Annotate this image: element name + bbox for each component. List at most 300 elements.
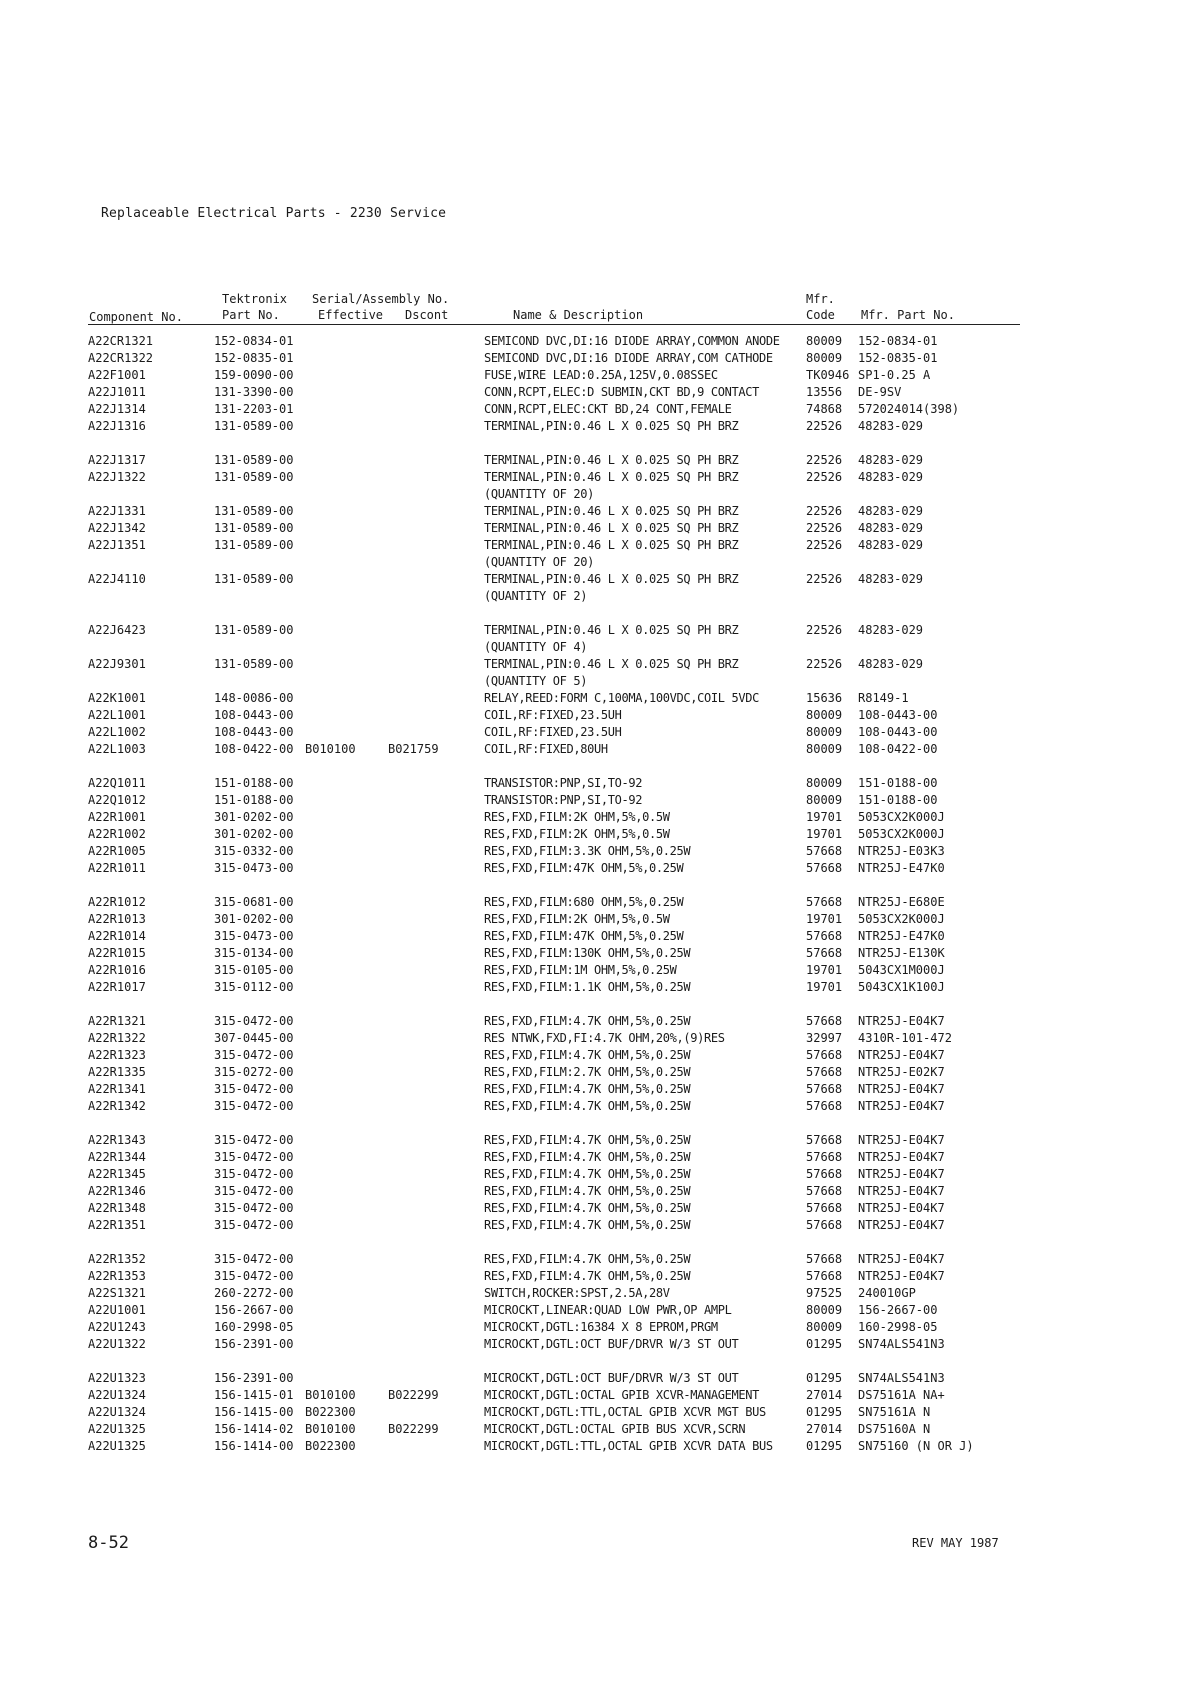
table-row (0, 1320, 1190, 1337)
table-row (0, 895, 1190, 912)
mfr-part-no: 48283-029 (858, 419, 924, 433)
table-row (0, 351, 1190, 368)
component-no: A22U1324 (88, 1405, 146, 1419)
description: RES,FXD,FILM:4.7K OHM,5%,0.25W (484, 1099, 691, 1113)
mfr-part-no: 151-0188-00 (858, 776, 938, 790)
description: RES,FXD,FILM:130K OHM,5%,0.25W (484, 946, 691, 960)
mfr-part-no: 48283-029 (858, 521, 924, 535)
table-row (0, 1082, 1190, 1099)
table-row (0, 861, 1190, 878)
component-no: A22U1243 (88, 1320, 146, 1334)
description: RELAY,REED:FORM C,100MA,100VDC,COIL 5VDC (484, 691, 759, 705)
serial-dscont: B021759 (388, 742, 439, 756)
table-row (0, 674, 1190, 691)
mfr-code: 22526 (806, 470, 843, 484)
table-row (0, 946, 1190, 963)
description: (QUANTITY OF 5) (484, 674, 588, 688)
part-no: 148-0086-00 (214, 691, 294, 705)
header-part-no: Part No. (222, 308, 280, 322)
component-no: A22R1344 (88, 1150, 146, 1164)
mfr-part-no: NTR25J-E04K7 (858, 1167, 945, 1181)
part-no: 315-0472-00 (214, 1014, 294, 1028)
mfr-part-no: NTR25J-E680E (858, 895, 945, 909)
mfr-code: 57668 (806, 1184, 843, 1198)
description: COIL,RF:FIXED,23.5UH (484, 725, 622, 739)
component-no: A22R1346 (88, 1184, 146, 1198)
mfr-part-no: NTR25J-E04K7 (858, 1014, 945, 1028)
description: MICROCKT,DGTL:OCT BUF/DRVR W/3 ST OUT (484, 1371, 739, 1385)
component-no: A22L1002 (88, 725, 146, 739)
header-mfr: Mfr. (806, 292, 835, 306)
part-no: 131-0589-00 (214, 521, 294, 535)
table-row (0, 1014, 1190, 1031)
mfr-part-no: 48283-029 (858, 538, 924, 552)
table-row (0, 1184, 1190, 1201)
description: TERMINAL,PIN:0.46 L X 0.025 SQ PH BRZ (484, 521, 739, 535)
header-component-no: Component No. (89, 310, 183, 324)
part-no: 315-0472-00 (214, 1048, 294, 1062)
mfr-code: 80009 (806, 725, 843, 739)
mfr-part-no: SN74ALS541N3 (858, 1337, 945, 1351)
mfr-part-no: NTR25J-E47K0 (858, 861, 945, 875)
component-no: A22J1351 (88, 538, 146, 552)
header-dscont: Dscont (405, 308, 449, 322)
mfr-part-no: NTR25J-E04K7 (858, 1184, 945, 1198)
component-no: A22R1322 (88, 1031, 146, 1045)
part-no: 108-0443-00 (214, 708, 294, 722)
mfr-code: 80009 (806, 793, 843, 807)
mfr-code: 57668 (806, 929, 843, 943)
mfr-part-no: NTR25J-E04K7 (858, 1082, 945, 1096)
mfr-code: 01295 (806, 1337, 843, 1351)
description: (QUANTITY OF 4) (484, 640, 588, 654)
mfr-code: 80009 (806, 1320, 843, 1334)
component-no: A22R1017 (88, 980, 146, 994)
table-row (0, 725, 1190, 742)
description: TERMINAL,PIN:0.46 L X 0.025 SQ PH BRZ (484, 470, 739, 484)
part-no: 156-1414-02 (214, 1422, 294, 1436)
table-row (0, 453, 1190, 470)
description: COIL,RF:FIXED,23.5UH (484, 708, 622, 722)
description: TERMINAL,PIN:0.46 L X 0.025 SQ PH BRZ (484, 538, 739, 552)
mfr-part-no: 160-2998-05 (858, 1320, 938, 1334)
serial-effective: B010100 (305, 1422, 356, 1436)
table-row (0, 589, 1190, 606)
mfr-code: 80009 (806, 776, 843, 790)
header-serial-assembly: Serial/Assembly No. (312, 292, 450, 306)
part-no: 160-2998-05 (214, 1320, 294, 1334)
table-row (0, 402, 1190, 419)
description: RES,FXD,FILM:4.7K OHM,5%,0.25W (484, 1201, 691, 1215)
mfr-part-no: 48283-029 (858, 572, 924, 586)
table-row (0, 912, 1190, 929)
mfr-code: 57668 (806, 1099, 843, 1113)
table-row (0, 1133, 1190, 1150)
table-row (0, 810, 1190, 827)
description: RES,FXD,FILM:3.3K OHM,5%,0.25W (484, 844, 691, 858)
mfr-code: 19701 (806, 827, 843, 841)
mfr-code: 01295 (806, 1439, 843, 1453)
part-no: 151-0188-00 (214, 793, 294, 807)
part-no: 108-0422-00 (214, 742, 294, 756)
mfr-code: 57668 (806, 1014, 843, 1028)
part-no: 315-0472-00 (214, 1167, 294, 1181)
table-row (0, 1252, 1190, 1269)
table-row (0, 657, 1190, 674)
table-row (0, 368, 1190, 385)
description: RES,FXD,FILM:4.7K OHM,5%,0.25W (484, 1167, 691, 1181)
mfr-code: 57668 (806, 861, 843, 875)
table-row (0, 555, 1190, 572)
table-row (0, 827, 1190, 844)
component-no: A22J1317 (88, 453, 146, 467)
mfr-part-no: 108-0443-00 (858, 725, 938, 739)
component-no: A22R1013 (88, 912, 146, 926)
mfr-part-no: 48283-029 (858, 470, 924, 484)
mfr-code: 57668 (806, 1252, 843, 1266)
mfr-part-no: 156-2667-00 (858, 1303, 938, 1317)
mfr-code: 32997 (806, 1031, 843, 1045)
description: TERMINAL,PIN:0.46 L X 0.025 SQ PH BRZ (484, 657, 739, 671)
mfr-part-no: DE-9SV (858, 385, 902, 399)
table-row (0, 1388, 1190, 1405)
description: TERMINAL,PIN:0.46 L X 0.025 SQ PH BRZ (484, 504, 739, 518)
description: TERMINAL,PIN:0.46 L X 0.025 SQ PH BRZ (484, 623, 739, 637)
mfr-part-no: NTR25J-E04K7 (858, 1218, 945, 1232)
description: SEMICOND DVC,DI:16 DIODE ARRAY,COMMON ANODE (484, 334, 780, 348)
mfr-part-no: NTR25J-E47K0 (858, 929, 945, 943)
component-no: A22R1341 (88, 1082, 146, 1096)
component-no: A22R1348 (88, 1201, 146, 1215)
description: RES,FXD,FILM:2.7K OHM,5%,0.25W (484, 1065, 691, 1079)
part-no: 301-0202-00 (214, 827, 294, 841)
component-no: A22L1003 (88, 742, 146, 756)
part-no: 131-3390-00 (214, 385, 294, 399)
mfr-code: 57668 (806, 1218, 843, 1232)
mfr-part-no: 5043CX1M000J (858, 963, 945, 977)
component-no: A22Q1011 (88, 776, 146, 790)
table-row (0, 1303, 1190, 1320)
table-row (0, 708, 1190, 725)
mfr-code: 19701 (806, 810, 843, 824)
part-no: 301-0202-00 (214, 810, 294, 824)
mfr-code: 22526 (806, 521, 843, 535)
header-mfr-part-no: Mfr. Part No. (861, 308, 955, 322)
description: TRANSISTOR:PNP,SI,TO-92 (484, 793, 643, 807)
mfr-code: 27014 (806, 1422, 843, 1436)
description: TERMINAL,PIN:0.46 L X 0.025 SQ PH BRZ (484, 453, 739, 467)
serial-dscont: B022299 (388, 1388, 439, 1402)
mfr-part-no: 4310R-101-472 (858, 1031, 952, 1045)
description: MICROCKT,DGTL:OCTAL GPIB XCVR-MANAGEMENT (484, 1388, 759, 1402)
description: RES,FXD,FILM:4.7K OHM,5%,0.25W (484, 1184, 691, 1198)
description: (QUANTITY OF 20) (484, 555, 594, 569)
mfr-code: 01295 (806, 1405, 843, 1419)
component-no: A22R1323 (88, 1048, 146, 1062)
component-no: A22J1011 (88, 385, 146, 399)
component-no: A22F1001 (88, 368, 146, 382)
description: (QUANTITY OF 20) (484, 487, 594, 501)
part-no: 131-0589-00 (214, 504, 294, 518)
mfr-code: 57668 (806, 1065, 843, 1079)
table-row (0, 1422, 1190, 1439)
mfr-part-no: 108-0422-00 (858, 742, 938, 756)
part-no: 315-0472-00 (214, 1269, 294, 1283)
description: CONN,RCPT,ELEC:D SUBMIN,CKT BD,9 CONTACT (484, 385, 759, 399)
mfr-code: 15636 (806, 691, 843, 705)
mfr-code: 57668 (806, 1082, 843, 1096)
table-row (0, 385, 1190, 402)
component-no: A22U1322 (88, 1337, 146, 1351)
table-row (0, 1286, 1190, 1303)
component-no: A22R1002 (88, 827, 146, 841)
part-no: 315-0134-00 (214, 946, 294, 960)
revision-date: REV MAY 1987 (912, 1536, 999, 1550)
mfr-code: 80009 (806, 708, 843, 722)
mfr-code: 22526 (806, 538, 843, 552)
component-no: A22CR1322 (88, 351, 154, 365)
table-row (0, 1337, 1190, 1354)
description: RES,FXD,FILM:2K OHM,5%,0.5W (484, 810, 670, 824)
component-no: A22R1335 (88, 1065, 146, 1079)
header-effective: Effective (318, 308, 384, 322)
description: TERMINAL,PIN:0.46 L X 0.025 SQ PH BRZ (484, 419, 739, 433)
mfr-code: 22526 (806, 453, 843, 467)
part-no: 260-2272-00 (214, 1286, 294, 1300)
mfr-part-no: DS75161A NA+ (858, 1388, 945, 1402)
description: SEMICOND DVC,DI:16 DIODE ARRAY,COM CATHODE (484, 351, 773, 365)
component-no: A22J9301 (88, 657, 146, 671)
component-no: A22R1353 (88, 1269, 146, 1283)
table-row (0, 640, 1190, 657)
component-no: A22R1345 (88, 1167, 146, 1181)
component-no: A22R1001 (88, 810, 146, 824)
mfr-code: 57668 (806, 1150, 843, 1164)
part-no: 156-1415-01 (214, 1388, 294, 1402)
part-no: 315-0473-00 (214, 861, 294, 875)
mfr-code: 57668 (806, 1201, 843, 1215)
mfr-code: 19701 (806, 980, 843, 994)
part-no: 131-0589-00 (214, 538, 294, 552)
table-row (0, 470, 1190, 487)
header-code: Code (806, 308, 835, 322)
part-no: 315-0681-00 (214, 895, 294, 909)
part-no: 315-0473-00 (214, 929, 294, 943)
part-no: 131-0589-00 (214, 419, 294, 433)
mfr-code: 74868 (806, 402, 843, 416)
part-no: 156-1414-00 (214, 1439, 294, 1453)
part-no: 156-2391-00 (214, 1337, 294, 1351)
part-no: 131-0589-00 (214, 453, 294, 467)
table-row (0, 793, 1190, 810)
component-no: A22R1352 (88, 1252, 146, 1266)
mfr-code: 57668 (806, 895, 843, 909)
description: RES,FXD,FILM:4.7K OHM,5%,0.25W (484, 1014, 691, 1028)
serial-effective: B022300 (305, 1405, 356, 1419)
table-row (0, 1099, 1190, 1116)
component-no: A22J6423 (88, 623, 146, 637)
component-no: A22R1011 (88, 861, 146, 875)
component-no: A22Q1012 (88, 793, 146, 807)
part-no: 156-1415-00 (214, 1405, 294, 1419)
table-row (0, 742, 1190, 759)
component-no: A22L1001 (88, 708, 146, 722)
part-no: 315-0472-00 (214, 1082, 294, 1096)
part-no: 315-0332-00 (214, 844, 294, 858)
mfr-part-no: NTR25J-E04K7 (858, 1048, 945, 1062)
part-no: 108-0443-00 (214, 725, 294, 739)
component-no: A22J1316 (88, 419, 146, 433)
description: RES,FXD,FILM:4.7K OHM,5%,0.25W (484, 1252, 691, 1266)
mfr-part-no: NTR25J-E03K3 (858, 844, 945, 858)
part-no: 131-0589-00 (214, 470, 294, 484)
part-no: 156-2667-00 (214, 1303, 294, 1317)
description: (QUANTITY OF 2) (484, 589, 588, 603)
description: RES,FXD,FILM:1M OHM,5%,0.25W (484, 963, 677, 977)
table-row (0, 1167, 1190, 1184)
mfr-code: 97525 (806, 1286, 843, 1300)
mfr-part-no: SN74ALS541N3 (858, 1371, 945, 1385)
description: RES,FXD,FILM:4.7K OHM,5%,0.25W (484, 1269, 691, 1283)
mfr-part-no: NTR25J-E04K7 (858, 1099, 945, 1113)
description: CONN,RCPT,ELEC:CKT BD,24 CONT,FEMALE (484, 402, 732, 416)
table-row (0, 776, 1190, 793)
part-no: 159-0090-00 (214, 368, 294, 382)
component-no: A22U1325 (88, 1439, 146, 1453)
table-row (0, 1405, 1190, 1422)
mfr-part-no: 48283-029 (858, 504, 924, 518)
component-no: A22U1001 (88, 1303, 146, 1317)
component-no: A22J1314 (88, 402, 146, 416)
table-row (0, 1031, 1190, 1048)
mfr-part-no: 572024014(398) (858, 402, 960, 416)
mfr-part-no: DS75160A N (858, 1422, 931, 1436)
component-no: A22J1322 (88, 470, 146, 484)
mfr-part-no: 152-0834-01 (858, 334, 938, 348)
mfr-code: 80009 (806, 351, 843, 365)
table-row (0, 334, 1190, 351)
mfr-code: 22526 (806, 572, 843, 586)
part-no: 151-0188-00 (214, 776, 294, 790)
part-no: 315-0472-00 (214, 1184, 294, 1198)
mfr-code: 22526 (806, 623, 843, 637)
mfr-part-no: NTR25J-E130K (858, 946, 945, 960)
mfr-code: 57668 (806, 1133, 843, 1147)
component-no: A22U1325 (88, 1422, 146, 1436)
table-row (0, 572, 1190, 589)
mfr-code: 19701 (806, 912, 843, 926)
mfr-part-no: SP1-0.25 A (858, 368, 931, 382)
table-row (0, 980, 1190, 997)
mfr-part-no: 240010GP (858, 1286, 916, 1300)
mfr-code: 80009 (806, 334, 843, 348)
component-no: A22U1324 (88, 1388, 146, 1402)
description: RES,FXD,FILM:4.7K OHM,5%,0.25W (484, 1082, 691, 1096)
description: FUSE,WIRE LEAD:0.25A,125V,0.08SSEC (484, 368, 718, 382)
part-no: 315-0472-00 (214, 1218, 294, 1232)
description: RES,FXD,FILM:680 OHM,5%,0.25W (484, 895, 684, 909)
table-row (0, 1150, 1190, 1167)
mfr-code: 01295 (806, 1371, 843, 1385)
mfr-part-no: NTR25J-E04K7 (858, 1269, 945, 1283)
table-row (0, 929, 1190, 946)
part-no: 315-0472-00 (214, 1252, 294, 1266)
table-row (0, 419, 1190, 436)
part-no: 131-0589-00 (214, 657, 294, 671)
description: RES,FXD,FILM:4.7K OHM,5%,0.25W (484, 1048, 691, 1062)
component-no: A22J4110 (88, 572, 146, 586)
table-row (0, 538, 1190, 555)
part-no: 131-2203-01 (214, 402, 294, 416)
mfr-code: 80009 (806, 1303, 843, 1317)
description: RES,FXD,FILM:47K OHM,5%,0.25W (484, 929, 684, 943)
part-no: 315-0472-00 (214, 1201, 294, 1215)
mfr-code: 22526 (806, 657, 843, 671)
mfr-part-no: 5053CX2K000J (858, 912, 945, 926)
mfr-code: 57668 (806, 1269, 843, 1283)
mfr-code: 57668 (806, 946, 843, 960)
table-row (0, 521, 1190, 538)
table-row (0, 487, 1190, 504)
page-number: 8-52 (88, 1533, 129, 1553)
header-tektronix: Tektronix (222, 292, 288, 306)
component-no: A22CR1321 (88, 334, 154, 348)
part-no: 131-0589-00 (214, 623, 294, 637)
component-no: A22R1005 (88, 844, 146, 858)
mfr-part-no: 5053CX2K000J (858, 827, 945, 841)
description: RES,FXD,FILM:2K OHM,5%,0.5W (484, 912, 670, 926)
description: MICROCKT,DGTL:16384 X 8 EPROM,PRGM (484, 1320, 718, 1334)
mfr-part-no: R8149-1 (858, 691, 909, 705)
part-no: 315-0272-00 (214, 1065, 294, 1079)
table-row (0, 1439, 1190, 1456)
mfr-part-no: NTR25J-E04K7 (858, 1201, 945, 1215)
mfr-code: 27014 (806, 1388, 843, 1402)
mfr-part-no: 48283-029 (858, 657, 924, 671)
mfr-code: 57668 (806, 844, 843, 858)
mfr-code: 57668 (806, 1167, 843, 1181)
part-no: 301-0202-00 (214, 912, 294, 926)
mfr-part-no: 108-0443-00 (858, 708, 938, 722)
part-no: 152-0835-01 (214, 351, 294, 365)
part-no: 307-0445-00 (214, 1031, 294, 1045)
mfr-part-no: 5043CX1K100J (858, 980, 945, 994)
component-no: A22R1014 (88, 929, 146, 943)
mfr-part-no: 5053CX2K000J (858, 810, 945, 824)
mfr-code: 22526 (806, 504, 843, 518)
mfr-part-no: SN75160 (N OR J) (858, 1439, 974, 1453)
serial-dscont: B022299 (388, 1422, 439, 1436)
mfr-part-no: 48283-029 (858, 453, 924, 467)
component-no: A22R1342 (88, 1099, 146, 1113)
mfr-code: 13556 (806, 385, 843, 399)
component-no: A22R1351 (88, 1218, 146, 1232)
mfr-code: 19701 (806, 963, 843, 977)
description: RES,FXD,FILM:2K OHM,5%,0.5W (484, 827, 670, 841)
component-no: A22R1321 (88, 1014, 146, 1028)
mfr-part-no: NTR25J-E04K7 (858, 1133, 945, 1147)
description: MICROCKT,DGTL:TTL,OCTAL GPIB XCVR DATA BUS (484, 1439, 773, 1453)
component-no: A22S1321 (88, 1286, 146, 1300)
description: RES,FXD,FILM:1.1K OHM,5%,0.25W (484, 980, 691, 994)
part-no: 315-0112-00 (214, 980, 294, 994)
table-row (0, 1218, 1190, 1235)
part-no: 315-0472-00 (214, 1150, 294, 1164)
description: COIL,RF:FIXED,80UH (484, 742, 608, 756)
component-no: A22K1001 (88, 691, 146, 705)
table-row (0, 623, 1190, 640)
header-name-description: Name & Description (513, 308, 644, 322)
